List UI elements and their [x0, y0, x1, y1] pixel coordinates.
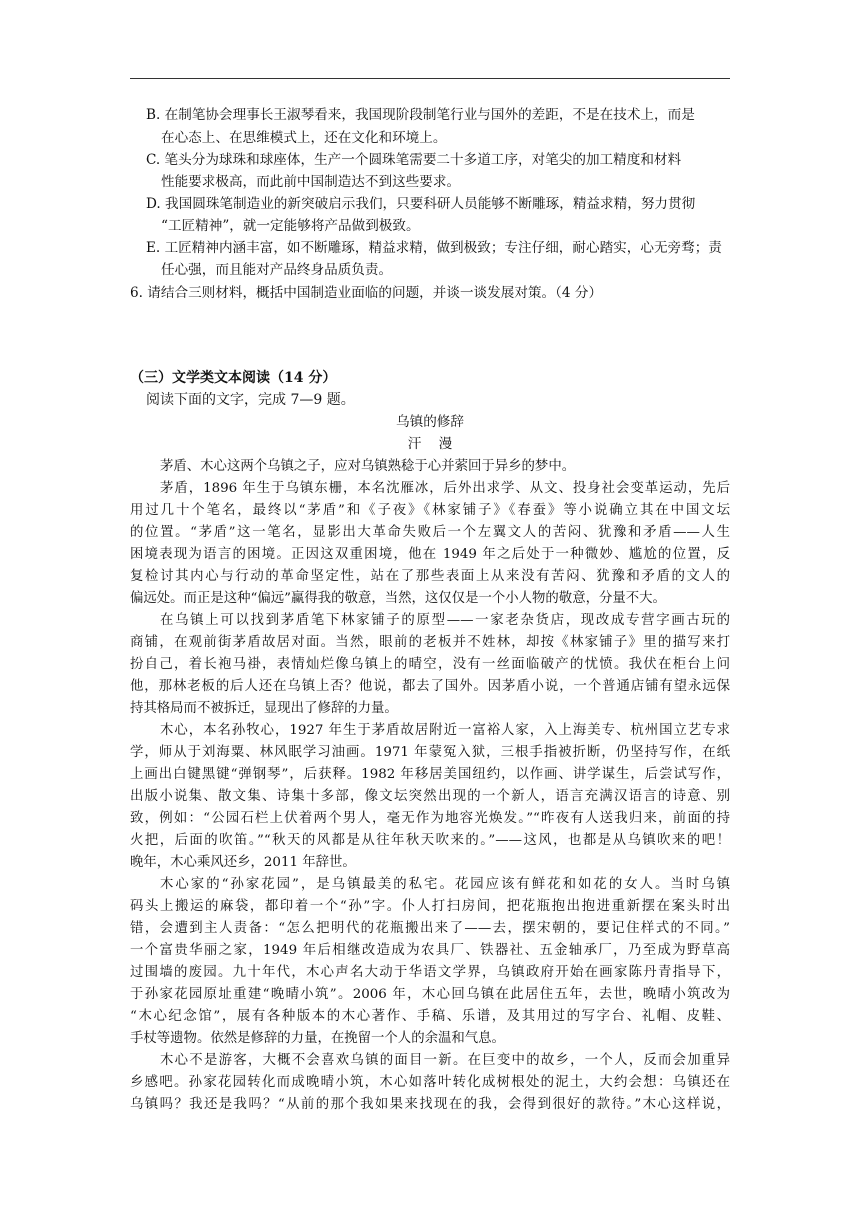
paragraph-line: 晚年，木心乘风还乡，2011 年辞世。	[130, 855, 356, 870]
paragraph-line: 码头上搬运的麻袋，都印着一个“孙”字。仆人打扫房间，把花瓶抱出抱进重新摆在案头时出	[130, 899, 730, 914]
paragraph-line: 木心家的“孙家花园”，是乌镇最美的私宅。花园应该有鲜花和如花的女人。当时乌镇	[160, 877, 730, 892]
paragraph-line: 上画出白键黑键“弹钢琴”，后获释。1982 年移居美国纽约，以作画、讲学谋生，后尝试写作，	[130, 767, 730, 782]
option-c-line-2: 性能要求极高，而此前中国制造达不到这些要求。	[161, 174, 461, 190]
option-e-line-2: 任心强，而且能对产品终身品质负责。	[161, 262, 393, 278]
paragraph-line: 商铺，在观前街茅盾故居对面。当然，眼前的老板并不姓林，却按《林家铺子》里的描写来打	[130, 635, 730, 650]
article-author: 汗 漫	[407, 436, 453, 452]
paragraph-line: 一个富贵华丽之家，1949 年后相继改造成为农具厂、铁器社、五金轴承厂，乃至成为野草高	[130, 943, 730, 958]
paragraph-line: 持其格局而不被拆迁，显现出了修辞的力量。	[130, 701, 398, 716]
option-b-line-2: 在心态上、在思维模式上，还在文化和环境上。	[161, 130, 447, 146]
paragraph-line: 在乌镇上可以找到茅盾笔下林家铺子的原型——一家老杂货店，现改成专营字画古玩的	[160, 613, 730, 628]
paragraph-line: 错，会遭到主人责备：“怎么把明代的花瓶搬出来了——去，摆宋朝的，要记住样式的不同。”	[130, 921, 730, 936]
paragraph-line: 学，师从于刘海粟、林风眠学习油画。1971 年蒙冤入狱，三根手指被折断，仍坚持写作，在纸	[130, 745, 730, 760]
paragraph-line: 木心，本名孙牧心，1927 年生于茅盾故居附近一富裕人家，入上海美专、杭州国立艺专求	[160, 723, 730, 738]
paragraph-line: 偏远处。而正是这种“偏远”赢得我的敬意，当然，这仅仅是一个小人物的敬意，分量不大。	[130, 591, 666, 606]
paragraph-line: 过围墙的废园。九十年代，木心声名大动于华语文学界，乌镇政府开始在画家陈丹青指导下，	[130, 965, 730, 980]
paragraph-line: 复检讨其内心与行动的革命坚定性，站在了那些表面上从来没有苦闷、犹豫和矛盾的文人的	[130, 569, 730, 584]
paragraph-line: “木心纪念馆”，展有各种版本的木心著作、手稿、乐谱，及其用过的写字台、礼帽、皮鞋、	[130, 1009, 730, 1024]
question-6: 6. 请结合三则材料，概括中国制造业面临的问题，并谈一谈发展对策。（4 分）	[130, 285, 603, 301]
paragraph-line: 他，那林老板的后人还在乌镇上否？他说，都去了国外。因茅盾小说，一个普通店铺有望永远保	[130, 679, 730, 694]
paragraph-line: 用过几十个笔名，最终以“茅盾”和《子夜》《林家铺子》《春蚕》等小说确立其在中国文坛	[130, 503, 730, 518]
paragraph-line: 手杖等遗物。依然是修辞的力量，在挽留一个人的余温和气息。	[130, 1031, 505, 1046]
option-c-line-1: C. 笔头分为球珠和球座体，生产一个圆珠笔需要二十多道工序，对笔尖的加工精度和材料	[146, 152, 682, 168]
paragraph-line: 扮自己，着长袍马褂，表情灿烂像乌镇上的晴空，没有一丝面临破产的忧愤。我伏在柜台上问	[130, 657, 730, 672]
header-rule	[130, 78, 730, 79]
option-d-line-2: “工匠精神”，就一定能够将产品做到极致。	[161, 218, 420, 234]
paragraph-line: 茅盾、木心这两个乌镇之子，应对乌镇熟稔于心并萦回于异乡的梦中。	[160, 459, 576, 474]
paragraph-line: 火把，后面的吹笛。”“秋天的风都是从往年秋天吹来的。”——这风，也都是从乌镇吹来的吧！	[130, 833, 730, 848]
option-d-line-1: D. 我国圆珠笔制造业的新突破启示我们，只要科研人员能够不断雕琢，精益求精，努力贯彻	[146, 196, 696, 212]
paragraph-line: 出版小说集、散文集、诗集十多部，像文坛突然出现的一个新人，语言充满汉语言的诗意、别	[130, 789, 730, 804]
paragraph-line: 乌镇吗？我还是我吗？“从前的那个我如果来找现在的我，会得到很好的款待。”木心这样说，	[130, 1097, 730, 1112]
paragraph-line: 茅盾，1896 年生于乌镇东栅，本名沈雁冰，后外出求学、从文、投身社会变革运动，先后	[160, 481, 730, 496]
paragraph-line: 的位置。“茅盾”这一笔名，显影出大革命失败后一个左翼文人的苦闷、犹豫和矛盾——人生	[130, 525, 730, 540]
option-e-line-1: E. 工匠精神内涵丰富，如不断雕琢，精益求精，做到极致；专注仔细，耐心踏实，心无旁骛；责	[146, 240, 722, 256]
paragraph-line: 于孙家花园原址重建“晚晴小筑”。2006 年，木心回乌镇在此居住五年，去世，晚晴小筑改为	[130, 987, 730, 1002]
section-title: （三）文学类文本阅读（14 分）	[130, 370, 337, 386]
paragraph-line: 乡感吧。孙家花园转化而成晚晴小筑，木心如落叶转化成树根处的泥土，大约会想：乌镇还在	[130, 1075, 730, 1090]
option-b-line-1: B. 在制笔协会理事长王淑琴看来，我国现阶段制笔行业与国外的差距，不是在技术上，而是	[146, 107, 695, 123]
paragraph-line: 困境表现为语言的困境。正因这双重困境，他在 1949 年之后处于一种微妙、尴尬的位置，反	[130, 547, 730, 562]
paragraph-line: 致，例如：“公园石栏上伏着两个男人，毫无作为地容光焕发。”“昨夜有人送我归来，前面的持	[130, 811, 730, 826]
section-intro: 阅读下面的文字，完成 7—9 题。	[146, 392, 355, 408]
article-title: 乌镇的修辞	[396, 414, 464, 430]
paragraph-line: 木心不是游客，大概不会喜欢乌镇的面目一新。在巨变中的故乡，一个人，反而会加重异	[160, 1053, 730, 1068]
